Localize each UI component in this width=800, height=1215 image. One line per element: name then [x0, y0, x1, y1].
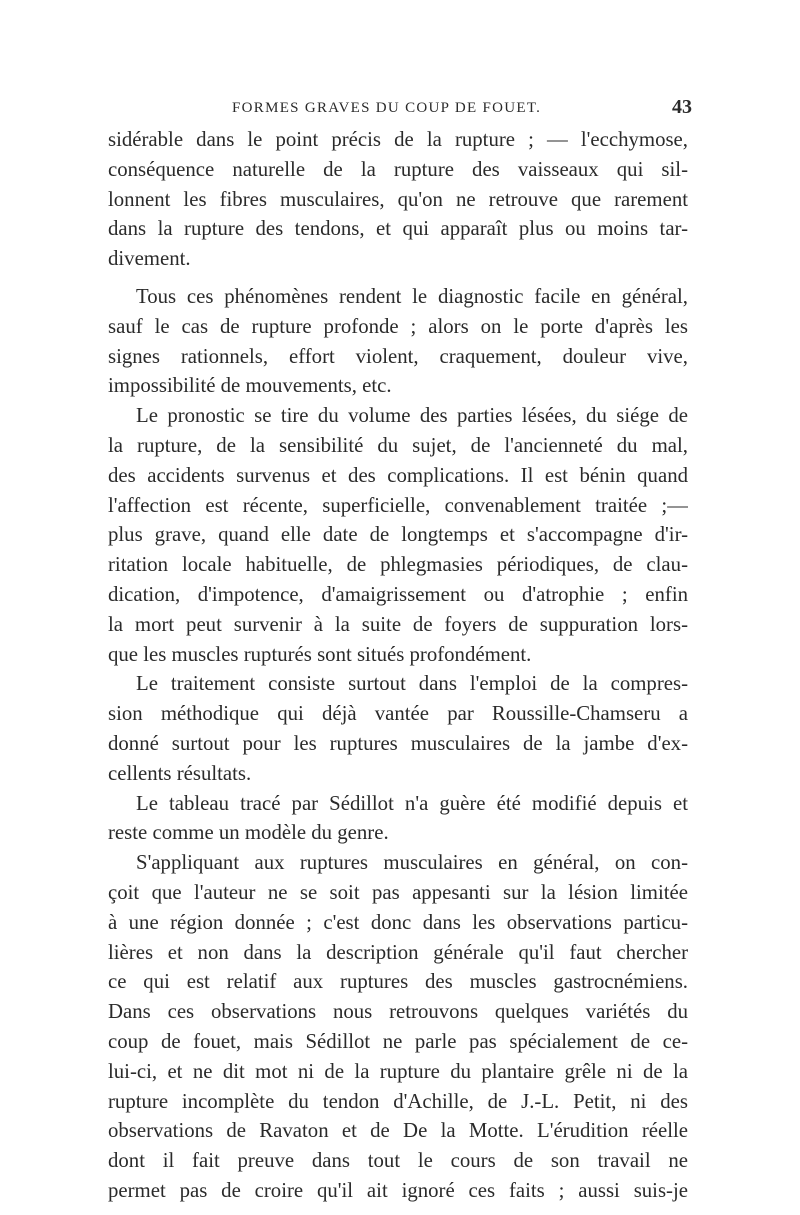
running-head-title: FORMES GRAVES DU COUP DE FOUET.	[232, 100, 542, 116]
text-line: divement.	[108, 247, 191, 271]
text-line: l'affection est récente, superficielle, convenablement traitée ;—	[108, 493, 688, 517]
text-line: à une région donnée ; c'est donc dans les observations particu-	[108, 910, 688, 934]
text-line: Le traitement consiste surtout dans l'emploi de la compres-	[136, 672, 688, 696]
text-line: sauf le cas de rupture profonde ; alors on le porte d'après les	[108, 314, 688, 338]
paragraph	[108, 848, 688, 1206]
paragraph	[108, 401, 688, 669]
running-head	[112, 96, 692, 122]
text-line: coup de fouet, mais Sédillot ne parle pas spécialement de ce-	[108, 1029, 688, 1053]
text-line: impossibilité de mouvements, etc.	[108, 374, 392, 398]
paragraph	[108, 125, 688, 274]
text-line: Le pronostic se tire du volume des parties lésées, du siége de	[136, 404, 688, 428]
text-line: S'appliquant aux ruptures musculaires en général, on con-	[136, 851, 688, 875]
body-text	[108, 125, 688, 1206]
text-line: donné surtout pour les ruptures musculaires de la jambe d'ex-	[108, 731, 688, 755]
paragraph	[108, 669, 688, 788]
text-line: conséquence naturelle de la rupture des vaisseaux qui sil-	[108, 157, 688, 181]
text-line: dication, d'impotence, d'amaigrissement ou d'atrophie ; enfin	[108, 582, 688, 606]
text-line: Le tableau tracé par Sédillot n'a guère été modifié depuis et	[136, 791, 688, 815]
text-line: permet pas de croire qu'il ait ignoré ces faits ; aussi suis-je	[108, 1178, 688, 1202]
text-line: lui-ci, et ne dit mot ni de la rupture du plantaire grêle ni de la	[108, 1059, 688, 1083]
text-line: plus grave, quand elle date de longtemps et s'accompagne d'ir-	[108, 523, 688, 547]
text-line: reste comme un modèle du genre.	[108, 821, 389, 845]
text-line: la rupture, de la sensibilité du sujet, de l'ancienneté du mal,	[108, 433, 688, 457]
text-line: la mort peut survenir à la suite de foyers de suppuration lors-	[108, 612, 688, 636]
text-line: ritation locale habituelle, de phlegmasies périodiques, de clau-	[108, 553, 688, 577]
text-line: cellents résultats.	[108, 761, 252, 785]
text-line: çoit que l'auteur ne se soit pas appesanti sur la lésion limitée	[108, 880, 688, 904]
text-line: des accidents survenus et des complications. Il est bénin quand	[108, 463, 688, 487]
paragraph	[108, 282, 688, 401]
text-line: lières et non dans la description générale qu'il faut chercher	[108, 940, 688, 964]
text-line: dont il fait preuve dans tout le cours de son travail ne	[108, 1149, 688, 1173]
text-line: observations de Ravaton et de De la Motte. L'érudition réelle	[108, 1119, 688, 1143]
text-line: sidérable dans le point précis de la rupture ; — l'ecchymose,	[108, 128, 688, 151]
page-number: 43	[672, 96, 692, 118]
text-line: sion méthodique qui déjà vantée par Roussille-Chamseru a	[108, 702, 688, 726]
text-line: lonnent les fibres musculaires, qu'on ne retrouve que rarement	[108, 187, 688, 211]
text-line: Tous ces phénomènes rendent le diagnostic facile en général,	[136, 284, 688, 308]
text-line: signes rationnels, effort violent, craquement, douleur vive,	[108, 344, 688, 368]
text-line: dans la rupture des tendons, et qui apparaît plus ou moins tar-	[108, 217, 688, 241]
paragraph	[108, 789, 688, 849]
text-line: que les muscles rupturés sont situés profondément.	[108, 642, 532, 666]
text-line: ce qui est relatif aux ruptures des muscles gastrocnémiens.	[108, 970, 688, 994]
text-line: rupture incomplète du tendon d'Achille, de J.-L. Petit, ni des	[108, 1089, 688, 1113]
text-line: Dans ces observations nous retrouvons quelques variétés du	[108, 1000, 688, 1024]
